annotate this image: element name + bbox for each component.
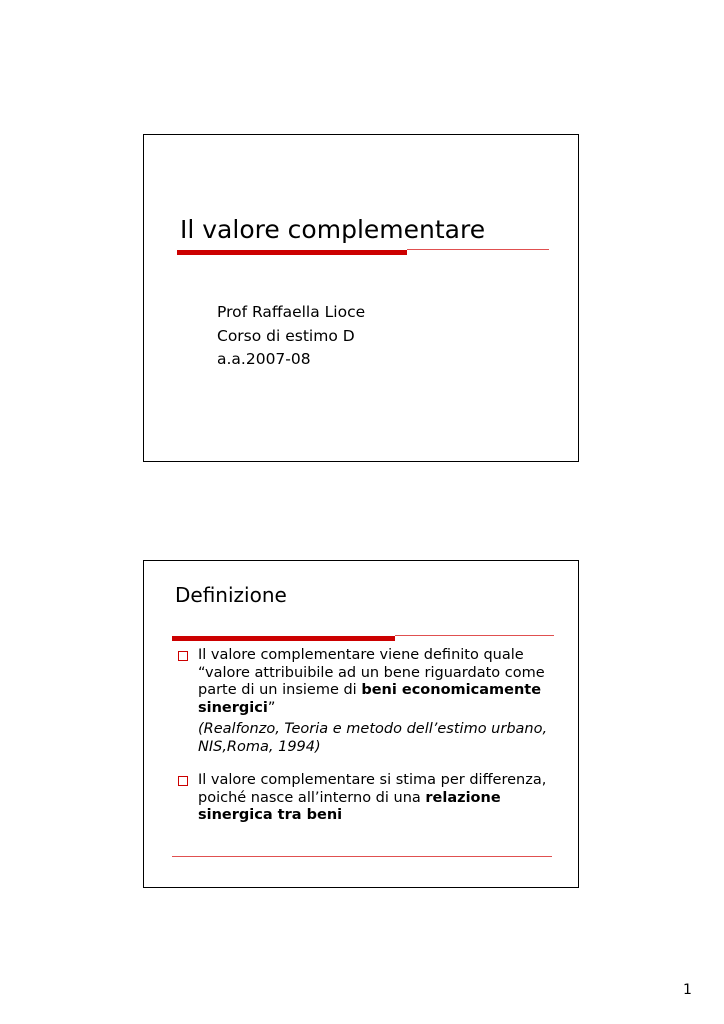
bullet-item — [176, 772, 556, 825]
bullet-item — [176, 647, 556, 756]
title-underline-thin — [407, 249, 549, 250]
title-underline-thick — [172, 636, 395, 641]
page-number: 1 — [683, 982, 692, 998]
course-line: Corso di estimo D — [217, 326, 355, 345]
bullet-list — [176, 647, 556, 825]
bullet-text-close-quote: ” — [267, 699, 276, 716]
year-line: a.a.2007-08 — [217, 350, 311, 368]
slide-definition — [143, 560, 579, 888]
bullet-text-main: Il valore complementare si stima per differenza, poiché nasce all’interno di una — [198, 772, 547, 806]
slide-subtitle — [217, 301, 365, 372]
title-underline-thin — [395, 635, 554, 636]
slide-title — [143, 134, 579, 462]
square-bullet-icon — [178, 651, 188, 661]
square-bullet-icon — [178, 776, 188, 786]
bullet-citation: (Realfonzo, Teoria e metodo dell’estimo urbano, NIS,Roma, 1994) — [198, 721, 548, 755]
slide-title-heading: Il valore complementare — [180, 215, 486, 244]
bullet-text-bold: beni economicamente sinergici — [198, 682, 542, 716]
author-line: Prof Raffaella Lioce — [217, 303, 366, 321]
slide-footer-rule — [172, 856, 552, 857]
slide-definition-heading: Definizione — [175, 583, 287, 607]
bullet-text-main: Il valore complementare viene definito quale “valore attribuibile ad un bene riguardato come parte di un insieme di — [198, 647, 545, 698]
title-underline-thick — [177, 250, 407, 255]
bullet-text-bold: relazione sinergica tra beni — [198, 789, 501, 823]
bullet-text — [198, 647, 556, 717]
bullet-text — [198, 772, 556, 825]
